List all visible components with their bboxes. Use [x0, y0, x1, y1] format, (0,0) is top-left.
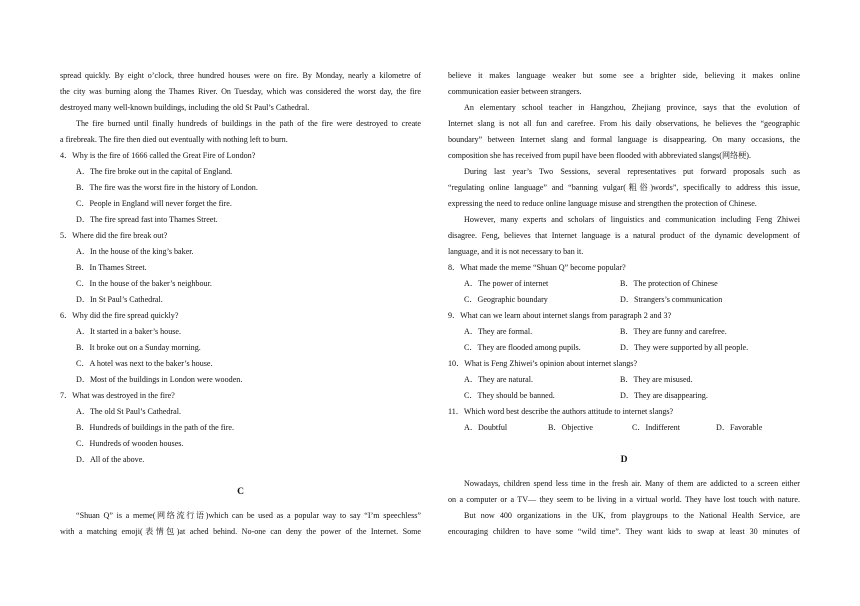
- question-stem: 8．What made the meme “Shuan Q” become popular?: [448, 263, 626, 272]
- passage-c-paragraph: [448, 68, 800, 100]
- text-line: disagree. Feng, believes that Internet language is a natural product of the dynamic development of: [448, 231, 800, 240]
- text-line: But now 400 organizations in the UK, from playgroups to the National Health Service, are: [464, 511, 800, 520]
- text-line: composition she has received from pupil have been flooded with abbreviated slangs(网络梗).: [448, 151, 751, 160]
- right-column: [448, 68, 800, 540]
- option-b: B．They are funny and carefree.: [620, 327, 727, 336]
- option-d: D．Strangers’s communication: [620, 295, 723, 304]
- option-a: A．The old St Paul’s Cathedral.: [76, 407, 181, 416]
- option-b: B．In Thames Street.: [76, 263, 147, 272]
- option-a: A．Doubtful: [464, 423, 508, 432]
- passage-c-paragraph: [448, 164, 800, 212]
- option-row: [448, 420, 800, 436]
- question-4: [60, 148, 421, 228]
- text-line: communication easier between strangers.: [448, 87, 582, 96]
- passage-d-paragraph: [448, 508, 800, 540]
- option-d: D．In St Paul’s Cathedral.: [76, 295, 163, 304]
- option-c: C．They are flooded among pupils.: [464, 343, 581, 352]
- passage-c-paragraph: [448, 100, 800, 164]
- passage-c-paragraph: [60, 508, 421, 540]
- option-c: C．People in England will never forget the fire.: [76, 199, 232, 208]
- question-stem: 7．What was destroyed in the fire?: [60, 391, 175, 400]
- option-row: [448, 340, 800, 356]
- left-column: [60, 68, 421, 540]
- text-line: destroyed many well-known buildings, including the old St Paul’s Cathedral.: [60, 103, 310, 112]
- option-d: D．Most of the buildings in London were wooden.: [76, 375, 243, 384]
- text-line: boundary” between Internet slang and formal language is disappearing. On many occasions, the: [448, 135, 800, 144]
- option-a: A．They are formal.: [464, 327, 533, 336]
- passage-c-paragraph: [448, 212, 800, 260]
- option-b: B．The fire was the worst fire in the history of London.: [76, 183, 258, 192]
- option-row: [448, 276, 800, 292]
- option-b: B．They are misused.: [620, 375, 693, 384]
- text-line: An elementary school teacher in Hangzhou, Zhejiang province, says that the evolution of: [464, 103, 800, 112]
- option-a: A．The fire broke out in the capital of England.: [76, 167, 233, 176]
- option-row: [448, 324, 800, 340]
- text-line: expressing the need to reduce online language misuse and strengthen the protection of Chinese.: [448, 199, 757, 208]
- question-stem: 5．Where did the fire break out?: [60, 231, 168, 240]
- question-stem: 11．Which word best describe the authors attitude to internet slangs?: [448, 407, 674, 416]
- passage-b-paragraph: [60, 68, 421, 116]
- option-row: [448, 372, 800, 388]
- text-line: the city was burning along the Thames River. On Tuesday, which was considered the worst day, the fire: [60, 87, 421, 96]
- question-7: [60, 388, 421, 468]
- question-stem: 9．What can we learn about internet slangs from paragraph 2 and 3?: [448, 311, 672, 320]
- question-5: [60, 228, 421, 308]
- text-line: with a matching emoji(表情包)at ached behind. No-one can deny the power of the Internet. Some: [60, 527, 421, 536]
- text-line: The fire burned until finally hundreds of buildings in the path of the fire were destroyed to create: [76, 119, 421, 128]
- question-8: [448, 260, 800, 308]
- option-a: A．In the house of the king’s baker.: [76, 247, 194, 256]
- question-stem: 4．Why is the fire of 1666 called the Great Fire of London?: [60, 151, 256, 160]
- option-b: B．Hundreds of buildings in the path of the fire.: [76, 423, 235, 432]
- option-row: [448, 292, 800, 308]
- question-6: [60, 308, 421, 388]
- option-d: D．All of the above.: [76, 455, 145, 464]
- section-heading-c: C: [237, 487, 244, 497]
- text-line: “regulating online language” and “banning vulgar(粗俗)words”, specifically to address this issue,: [448, 183, 800, 192]
- option-c: C．A hotel was next to the baker’s house.: [76, 359, 213, 368]
- option-c: C．They should be banned.: [464, 391, 555, 400]
- passage-d-paragraph: [448, 476, 800, 508]
- text-line: language, and it is not necessary to ban it.: [448, 247, 584, 256]
- text-line: During last year’s Two Sessions, several representatives put forward proposals such as: [464, 167, 800, 176]
- option-d: D．They are disappearing.: [620, 391, 708, 400]
- option-b: B．It broke out on a Sunday morning.: [76, 343, 201, 352]
- question-stem: 10．What is Feng Zhiwei’s opinion about internet slangs?: [448, 359, 638, 368]
- option-row: [448, 388, 800, 404]
- passage-b-paragraph: [60, 116, 421, 148]
- text-line: believe it makes language weaker but some see a brighter side, believing it makes online: [448, 71, 800, 80]
- text-line: “Shuan Q” is a meme(网络流行语)which can be used as a popular way to say “I’m speechless”: [76, 511, 421, 520]
- option-c: C．Hundreds of wooden houses.: [76, 439, 184, 448]
- text-line: Internet slang is not all fun and carefree. From his daily observations, he believes the “geographic: [448, 119, 800, 128]
- section-heading-d: D: [620, 455, 628, 465]
- question-9: [448, 308, 800, 356]
- option-d: D．Favorable: [716, 423, 763, 432]
- text-line: a firebreak. The fire then died out eventually with nothing left to burn.: [60, 135, 288, 144]
- option-a: A．They are natural.: [464, 375, 533, 384]
- question-stem: 6．Why did the fire spread quickly?: [60, 311, 179, 320]
- option-b: B．The protection of Chinese: [620, 279, 718, 288]
- option-b: B．Objective: [548, 423, 593, 432]
- text-line: on a computer or a TV— they seem to be living in a virtual world. They have lost touch with nature.: [448, 495, 800, 504]
- text-line: Nowadays, children spend less time in the fresh air. Many of them are addicted to a screen either: [464, 479, 800, 488]
- text-line: spread quickly. By eight o’clock, three hundred houses were on fire. By Monday, nearly a kilometre of: [60, 71, 421, 80]
- option-c: C．Geographic boundary: [464, 295, 548, 304]
- text-line: encouraging children to have some “wild time”. They want kids to swap at least 30 minutes of: [448, 527, 800, 536]
- question-10: [448, 356, 800, 404]
- option-d: D．They were supported by all people.: [620, 343, 749, 352]
- option-a: A．The power of internet: [464, 279, 549, 288]
- option-a: A．It started in a baker’s house.: [76, 327, 182, 336]
- option-c: C．In the house of the baker’s neighbour.: [76, 279, 212, 288]
- option-c: C．Indifferent: [632, 423, 680, 432]
- option-d: D．The fire spread fast into Thames Street.: [76, 215, 218, 224]
- text-line: However, many experts and scholars of linguistics and communication including Feng Zhiwei: [464, 215, 800, 224]
- question-11: [448, 404, 800, 436]
